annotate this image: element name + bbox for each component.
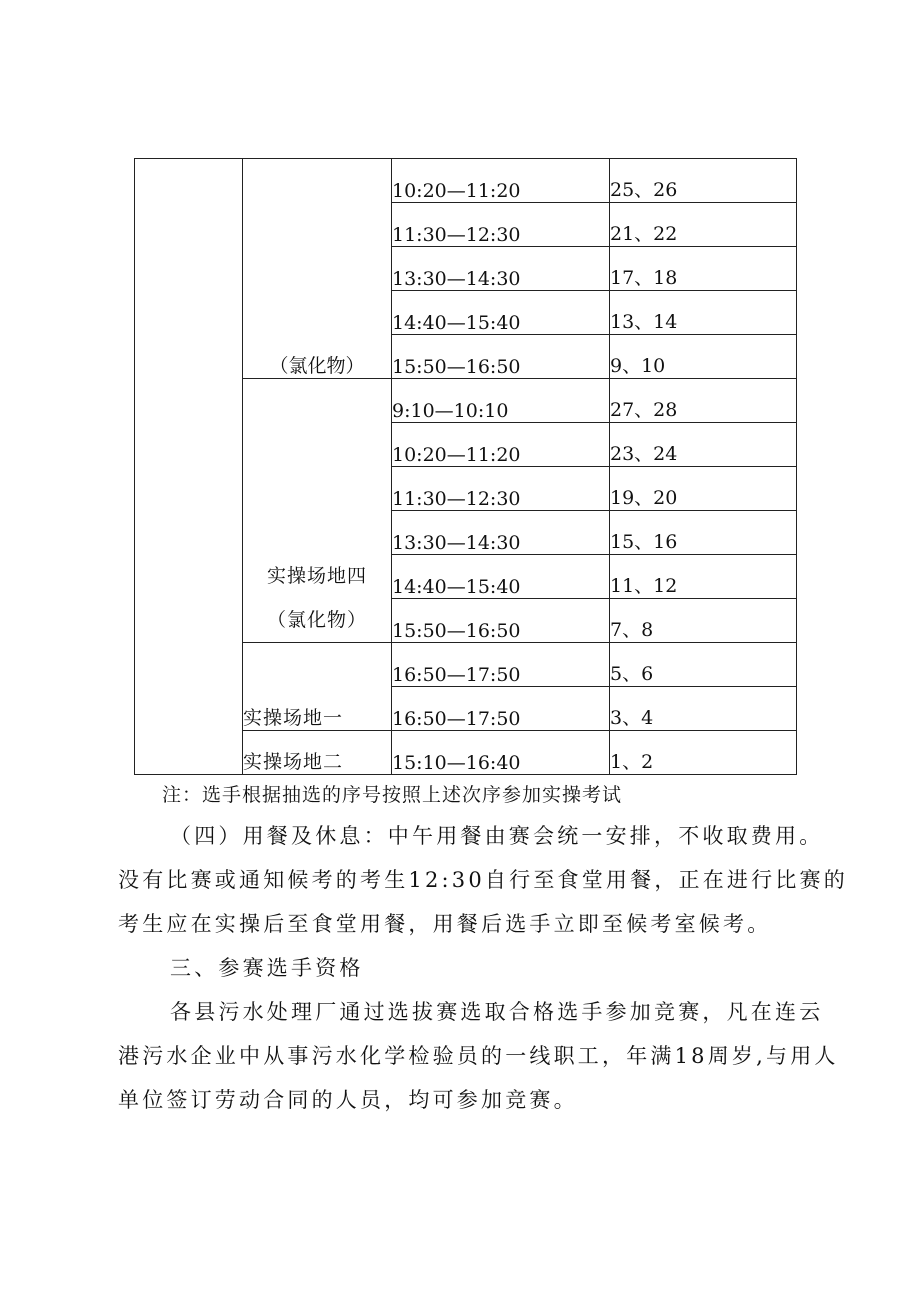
sequence-cell: 5、6	[610, 643, 797, 687]
table-note: 注：选手根据抽选的序号按照上述次序参加实操考试	[162, 784, 623, 806]
venue-label: （氯化物）	[269, 355, 365, 377]
time-cell: 15:50—16:50	[392, 599, 610, 643]
sequence-cell: 13、14	[610, 291, 797, 335]
meal-line: （四）用餐及休息：中午用餐由赛会统一安排，不收取费用。	[170, 824, 824, 848]
sequence-cell: 3、4	[610, 687, 797, 731]
meal-line: 没有比赛或通知候考的考生12:30自行至食堂用餐，正在进行比赛的	[118, 868, 848, 892]
qualification-heading-block	[118, 946, 808, 990]
sequence-cell: 25、26	[610, 159, 797, 203]
time-cell: 16:50—17:50	[392, 687, 610, 731]
venue-cell-chloride	[243, 159, 392, 379]
sequence-cell: 23、24	[610, 423, 797, 467]
sequence-cell: 1、2	[610, 731, 797, 775]
time-cell: 10:20—11:20	[392, 159, 610, 203]
time-cell: 14:40—15:40	[392, 291, 610, 335]
qualification-line: 各县污水处理厂通过选拔赛选取合格选手参加竞赛，凡在连云	[170, 1000, 824, 1024]
time-cell: 14:40—15:40	[392, 555, 610, 599]
time-cell: 13:30—14:30	[392, 247, 610, 291]
section-heading: 三、参赛选手资格	[170, 956, 364, 980]
sequence-cell: 7、8	[610, 599, 797, 643]
qualification-line: 港污水企业中从事污水化学检验员的一线职工，年满18周岁,与用人	[118, 1044, 839, 1068]
sequence-cell: 11、12	[610, 555, 797, 599]
time-cell: 13:30—14:30	[392, 511, 610, 555]
venue-cell-site-two: 实操场地二	[243, 731, 392, 775]
sequence-cell: 15、16	[610, 511, 797, 555]
sequence-cell: 17、18	[610, 247, 797, 291]
venue-cell-site-four	[243, 379, 392, 643]
venue-label: 实操场地四	[266, 565, 367, 587]
time-cell: 10:20—11:20	[392, 423, 610, 467]
venue-sublabel: （氯化物）	[266, 609, 367, 631]
time-cell: 16:50—17:50	[392, 643, 610, 687]
exam-schedule-table	[134, 158, 797, 775]
sequence-cell: 9、10	[610, 335, 797, 379]
qualification-line: 单位签订劳动合同的人员，均可参加竞赛。	[118, 1088, 578, 1112]
qualification-paragraph	[118, 990, 839, 1122]
venue-cell-site-one: 实操场地一	[243, 643, 392, 731]
time-cell: 11:30—12:30	[392, 467, 610, 511]
sequence-cell: 19、20	[610, 467, 797, 511]
sequence-cell: 21、22	[610, 203, 797, 247]
group-column-cell	[135, 159, 243, 775]
meal-line: 考生应在实操后至食堂用餐，用餐后选手立即至候考室候考。	[118, 912, 772, 936]
time-cell: 11:30—12:30	[392, 203, 610, 247]
table-row	[135, 159, 797, 203]
sequence-cell: 27、28	[610, 379, 797, 423]
time-cell: 15:50—16:50	[392, 335, 610, 379]
time-cell: 9:10—10:10	[392, 379, 610, 423]
time-cell: 15:10—16:40	[392, 731, 610, 775]
meal-paragraph	[118, 814, 848, 946]
